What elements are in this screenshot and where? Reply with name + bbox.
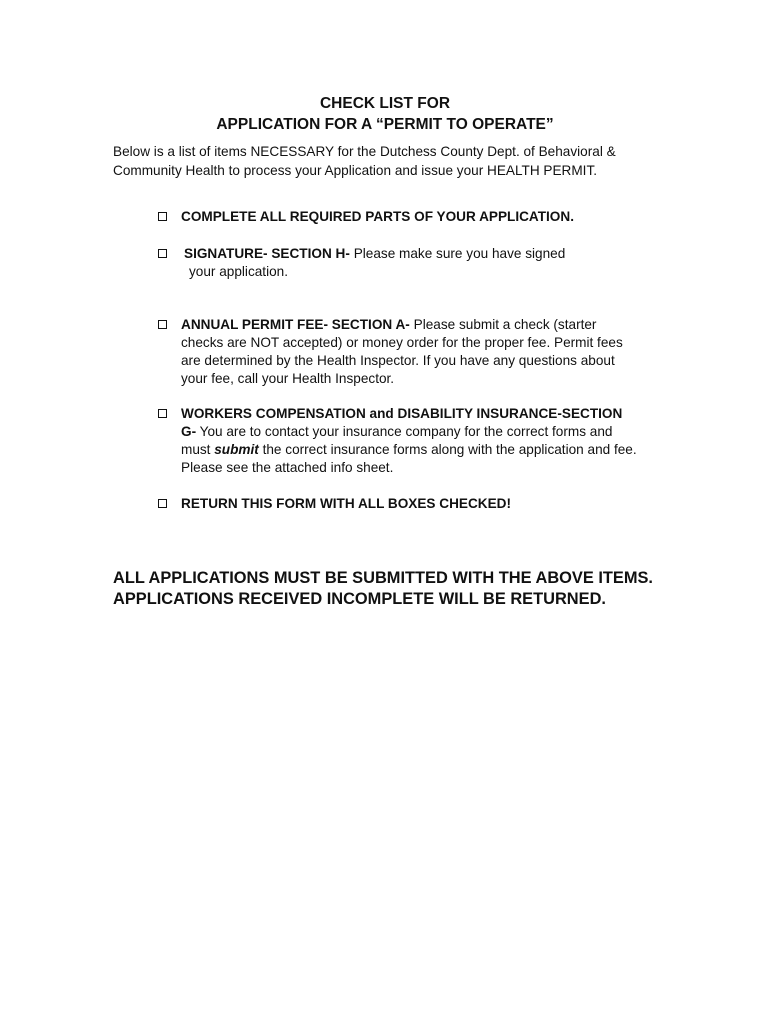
checklist-item-text: [181, 495, 638, 513]
checklist-item-body-end: the correct insurance forms along with the application and fee. Please see the attached info sheet.: [181, 442, 637, 475]
checklist-item-heading: SIGNATURE- SECTION H-: [184, 246, 350, 261]
checklist-item-heading: RETURN THIS FORM WITH ALL BOXES CHECKED!: [181, 496, 512, 511]
checklist-item-body: Please make sure you have signed: [353, 246, 566, 261]
checklist-item-signature: [158, 245, 638, 281]
checklist-item-text: [181, 316, 638, 388]
checklist-item-text: [184, 245, 638, 263]
checkbox-icon[interactable]: [158, 212, 167, 221]
closing-notice: ALL APPLICATIONS MUST BE SUBMITTED WITH THE ABOVE ITEMS. APPLICATIONS RECEIVED INCOMPLETE WILL BE RETURNED.: [113, 569, 653, 608]
checklist-item-text: [181, 208, 638, 226]
checklist-item-body: Please submit a check (starter checks are NOT accepted) or money order for the proper fee. Permit fees are determined by the Health Inspector. If you have any questions about your fee, call your Health Inspector.: [181, 317, 623, 386]
checklist-item-emphasis: submit: [214, 442, 259, 457]
checklist-item-body-continued: your application.: [189, 264, 288, 279]
title-line-1: CHECK LIST FOR: [319, 95, 451, 112]
checkbox-icon[interactable]: [158, 499, 167, 508]
checklist-item-heading: COMPLETE ALL REQUIRED PARTS OF YOUR APPLICATION.: [181, 209, 574, 224]
checkbox-icon[interactable]: [158, 409, 167, 418]
checklist-item-heading: WORKERS COMPENSATION and DISABILITY INSURANCE-SECTION G-: [181, 406, 623, 439]
checklist-item-annual-permit-fee: [158, 316, 638, 388]
checkbox-icon[interactable]: [158, 249, 167, 258]
checklist-item-complete-application: [158, 208, 638, 226]
intro-paragraph: Below is a list of items NECESSARY for the Dutchess County Dept. of Behavioral & Community Health to process your Application and issue your HEALTH PERMIT.: [113, 144, 616, 178]
checklist-item-workers-compensation: [158, 405, 638, 477]
checklist-item-return-form: [158, 495, 638, 513]
title-line-2: APPLICATION FOR A “PERMIT TO OPERATE”: [216, 116, 554, 133]
checkbox-icon[interactable]: [158, 320, 167, 329]
checklist-item-body: You are to contact your insurance company for the correct forms and must: [181, 424, 613, 457]
checklist-item-heading: ANNUAL PERMIT FEE- SECTION A-: [181, 317, 410, 332]
checklist-item-text: [181, 405, 638, 477]
